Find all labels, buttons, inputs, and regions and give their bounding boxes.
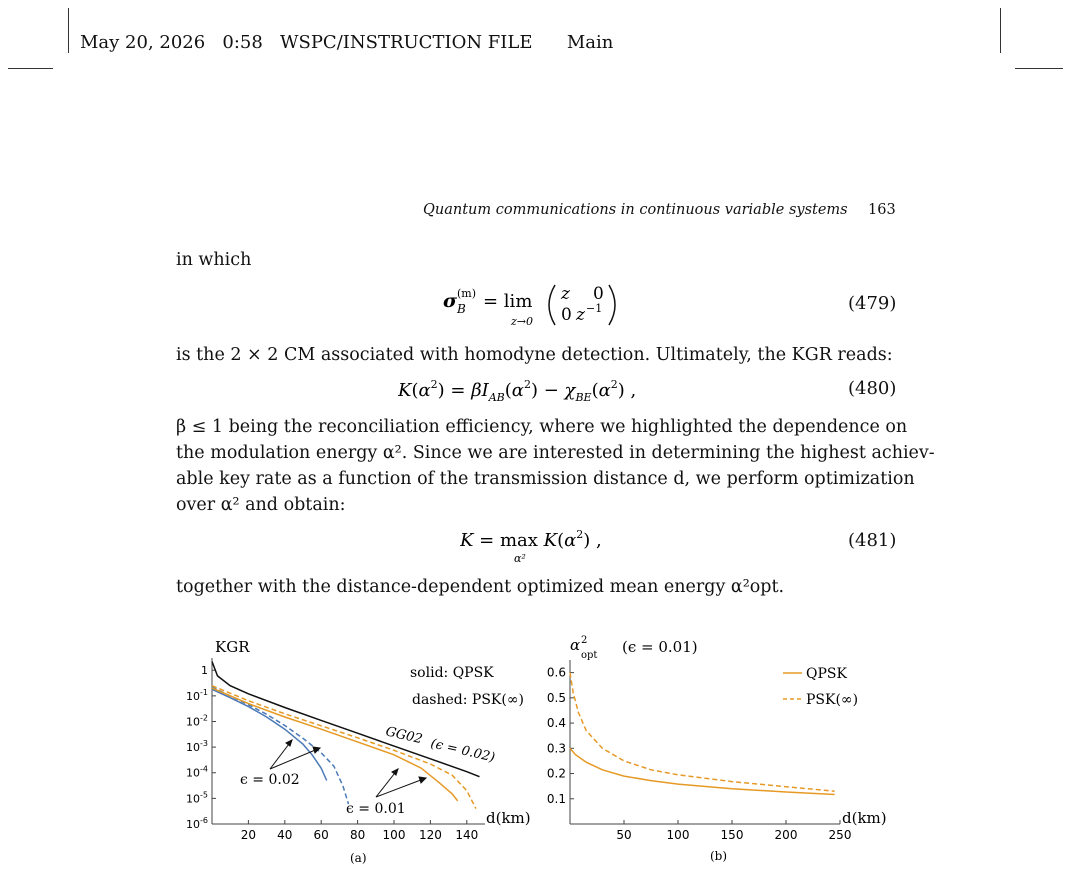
fig-b-series-line-1 [570, 673, 835, 792]
fig-b-caption: (b) [710, 849, 728, 863]
fig-a-caption: (a) [350, 851, 367, 864]
crop-mark [68, 8, 69, 53]
header-time: 0:58 [222, 32, 263, 53]
x-tick-label: 100 [666, 828, 690, 842]
fig-a-label-gg02: GG02 [384, 724, 424, 748]
y-tick-label: 0.4 [546, 716, 566, 731]
svg-text:z→0: z→0 [511, 315, 534, 328]
equation-479-graphic [443, 280, 633, 330]
fig-b-xlabel: d(km) [842, 809, 887, 827]
fig-b-legend-qpsk: QPSK [806, 666, 847, 682]
figure-a [180, 632, 540, 864]
x-tick-label: 120 [418, 828, 442, 842]
running-title: Quantum communications in continuous variable systems [423, 202, 848, 218]
fig-a-ylabel: KGR [215, 638, 250, 656]
fig-a-legend-dashed: dashed: PSK(∞) [412, 692, 524, 708]
fig-b-eps: (ϵ = 0.01) [622, 638, 698, 656]
svg-text:0: 0 [593, 284, 604, 304]
svg-text:z: z [576, 305, 585, 325]
y-tick-label: 1 [201, 664, 208, 678]
paragraph-line: β ≤ 1 being the reconciliation efficiency, where we highlighted the dependence on [176, 417, 908, 437]
x-tick-label: 140 [455, 828, 479, 842]
equation-481 [460, 526, 640, 571]
svg-text:0: 0 [561, 305, 572, 325]
svg-text:α²: α² [514, 552, 526, 565]
fig-b-ylabel-sup: 2 [581, 635, 588, 646]
paragraph-line: over α² and obtain: [176, 495, 346, 515]
header-file: WSPC/INSTRUCTION FILE [279, 32, 533, 53]
running-head [423, 202, 848, 218]
y-tick-label: $10^{-5}$ [186, 790, 208, 806]
y-tick-label: $10^{-4}$ [186, 764, 208, 780]
x-tick-label: 60 [313, 828, 329, 842]
svg-text:σ: σ [443, 290, 458, 312]
y-tick-label: $10^{-6}$ [186, 816, 208, 831]
svg-text:z: z [561, 284, 570, 304]
y-tick-label: $10^{-3}$ [186, 739, 208, 755]
fig-a-legend-solid: solid: QPSK [410, 665, 494, 681]
svg-text:= lim: = lim [483, 291, 533, 312]
x-tick-label: 150 [720, 828, 744, 842]
x-tick-label: 50 [616, 828, 632, 842]
y-tick-label: 0.1 [546, 791, 566, 806]
svg-text:K(α2) = βIAB(α2) − χBE(α2) ,: $K(\alpha^2) = \beta I_{AB}(\alpha^2) - \chi_{BE}(\alpha^2)$ , [398, 378, 637, 404]
crop-mark [1015, 68, 1063, 69]
y-tick-label: $10^{-2}$ [186, 713, 208, 729]
x-tick-label: 80 [349, 828, 366, 842]
x-tick-label: 250 [828, 828, 852, 842]
x-tick-label: 40 [277, 828, 293, 842]
eqno-479: (479) [848, 293, 897, 314]
header-doc: Main [566, 32, 614, 53]
equation-480 [398, 376, 718, 411]
fig-b-ylabel-sub: opt [581, 650, 598, 661]
crop-mark [8, 68, 53, 69]
proof-header [80, 32, 613, 53]
paragraph-line: able key rate as a function of the transmission distance d, we perform optimization [176, 469, 915, 489]
equation-479 [443, 280, 633, 330]
y-tick-label: 0.3 [546, 741, 566, 756]
fig-b-legend-psk: PSK(∞) [806, 692, 859, 708]
paragraph-line: the modulation energy α². Since we are interested in determining the highest achiev- [176, 443, 935, 463]
x-tick-label: 20 [240, 828, 257, 842]
equation-480-graphic [398, 376, 718, 406]
paragraph: is the 2 × 2 CM associated with homodyne detection. Ultimately, the KGR reads: [176, 345, 893, 365]
crop-mark [1000, 8, 1001, 53]
paragraph: together with the distance-dependent optimized mean energy α²opt. [176, 577, 785, 597]
paragraph: in which [176, 250, 252, 270]
svg-text:−1: −1 [586, 302, 603, 315]
fig-a-xlabel: d(km) [486, 809, 531, 827]
svg-text:(m): (m) [457, 287, 477, 300]
y-tick-label: 0.5 [546, 690, 566, 705]
fig-a-series-line-1 [212, 689, 327, 780]
fig-a-label-eps002: ϵ = 0.02 [240, 772, 300, 788]
y-tick-label: 0.2 [546, 766, 566, 781]
eqno-480: (480) [848, 378, 897, 399]
y-tick-label: $10^{-1}$ [186, 687, 208, 703]
x-tick-label: 200 [774, 828, 798, 842]
eqno-481: (481) [848, 530, 897, 551]
header-date: May 20, 2026 [80, 32, 206, 53]
fig-a-label-eps001: ϵ = 0.01 [346, 801, 406, 817]
equation-481-graphic [460, 526, 640, 566]
paragraph [176, 414, 935, 518]
fig-a-label-eps-gg: (ϵ = 0.02) [429, 736, 497, 766]
y-tick-label: 0.6 [546, 665, 566, 680]
page-number: 163 [868, 202, 896, 218]
svg-text:B: B [457, 302, 466, 316]
fig-b-ylabel: α [570, 636, 581, 654]
x-tick-label: 100 [382, 828, 406, 842]
figure-b [540, 632, 900, 864]
svg-text:K = max K(α2) ,: $K = \max K(\alpha^2)$ , [460, 528, 602, 551]
